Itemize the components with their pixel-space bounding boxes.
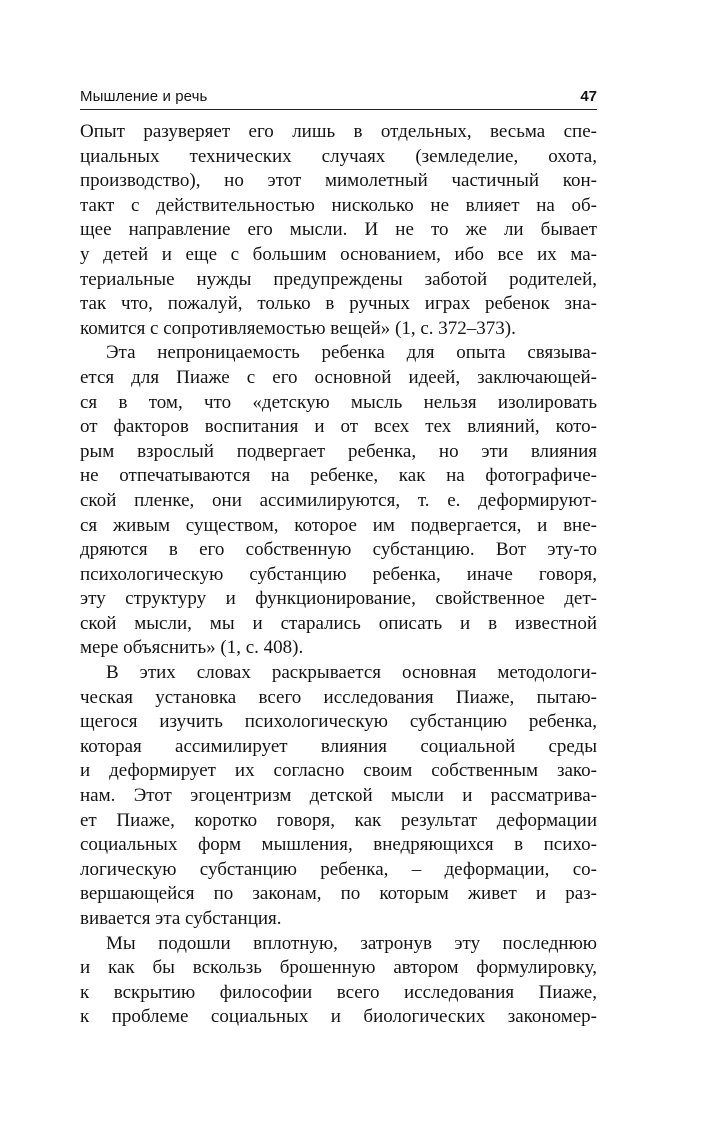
text-line: ской пленке, они ассимилируются, т. е. деформируют-	[80, 489, 597, 511]
text-line: и деформирует их согласно своим собственным зако-	[80, 760, 597, 782]
text-line: и как бы вскользь брошенную автором формулировку,	[80, 957, 597, 979]
text-line: производство), но этот мимолетный частичный кон-	[80, 170, 597, 192]
paragraph	[80, 120, 597, 341]
text-line: Опыт разуверяет его лишь в отдельных, весьма спе-	[80, 121, 597, 142]
paragraph	[80, 661, 597, 932]
text-line: не отпечатываются на ребенке, как на фотографиче-	[80, 465, 597, 487]
text-line: Мы подошли вплотную, затронув эту последнюю	[106, 932, 597, 954]
body-text	[80, 120, 597, 1030]
text-line: нам. Этот эгоцентризм детской мысли и рассматрива-	[80, 785, 597, 807]
page-number: 47	[580, 88, 597, 105]
text-line: щегося изучить психологическую субстанцию ребенка,	[80, 711, 597, 733]
text-line: от факторов воспитания и от всех тех влияний, кото-	[80, 416, 597, 438]
text-line: ческая установка всего исследования Пиаже, пытаю-	[80, 686, 597, 708]
text-line: вершающейся по законам, по которым живет и раз-	[80, 883, 597, 905]
running-head: Мышление и речь	[80, 88, 208, 105]
text-line: которая ассимилирует влияния социальной среды	[80, 735, 597, 757]
text-line: логическую субстанцию ребенка, – деформации, со-	[80, 858, 597, 880]
page-header	[80, 86, 597, 108]
text-line: ет Пиаже, коротко говоря, как результат деформации	[80, 809, 597, 831]
text-line: щее направление его мысли. И не то же ли бывает	[80, 219, 597, 241]
text-line: у детей и еще с большим основанием, ибо все их ма-	[80, 243, 597, 265]
text-line: мере объяснить» (1, с. 408).	[80, 637, 304, 659]
paragraph	[80, 341, 597, 661]
text-line: так что, пожалуй, только в ручных играх ребенок зна-	[80, 293, 597, 315]
text-line: социальных форм мышления, внедряющихся в психо-	[80, 834, 597, 856]
text-line: циальных технических случаях (земледелие, охота,	[80, 145, 597, 167]
text-line: психологическую субстанцию ребенка, иначе говоря,	[80, 563, 597, 585]
text-line: рым взрослый подвергает ребенка, но эти влияния	[80, 440, 597, 462]
text-line: дряются в его собственную субстанцию. Вот эту-то	[80, 539, 597, 561]
paragraph	[80, 932, 597, 1030]
text-line: ся в том, что «детскую мысль нельзя изолировать	[80, 391, 597, 413]
text-line: ской мысли, мы и старались описать и в известной	[80, 612, 597, 634]
text-line: В этих словах раскрывается основная методологи-	[106, 662, 597, 684]
text-line: ся живым существом, которое им подвергается, и вне-	[80, 514, 597, 536]
text-line: к проблеме социальных и биологических закономер-	[80, 1006, 597, 1028]
text-line: вивается эта субстанция.	[80, 908, 282, 929]
text-line: такт с действительностью нисколько не влияет на об-	[80, 194, 597, 216]
text-line: эту структуру и функционирование, свойственное дет-	[80, 588, 597, 610]
text-line: териальные нужды предупреждены заботой родителей,	[80, 268, 597, 290]
header-rule	[80, 109, 597, 110]
text-line: к вскрытию философии всего исследования Пиаже,	[80, 981, 597, 1003]
text-line: ется для Пиаже с его основной идеей, заключающей-	[80, 366, 597, 388]
text-line: комится с сопротивляемостью вещей» (1, с. 372–373).	[80, 317, 516, 339]
text-line: Эта непроницаемость ребенка для опыта связыва-	[106, 342, 597, 364]
